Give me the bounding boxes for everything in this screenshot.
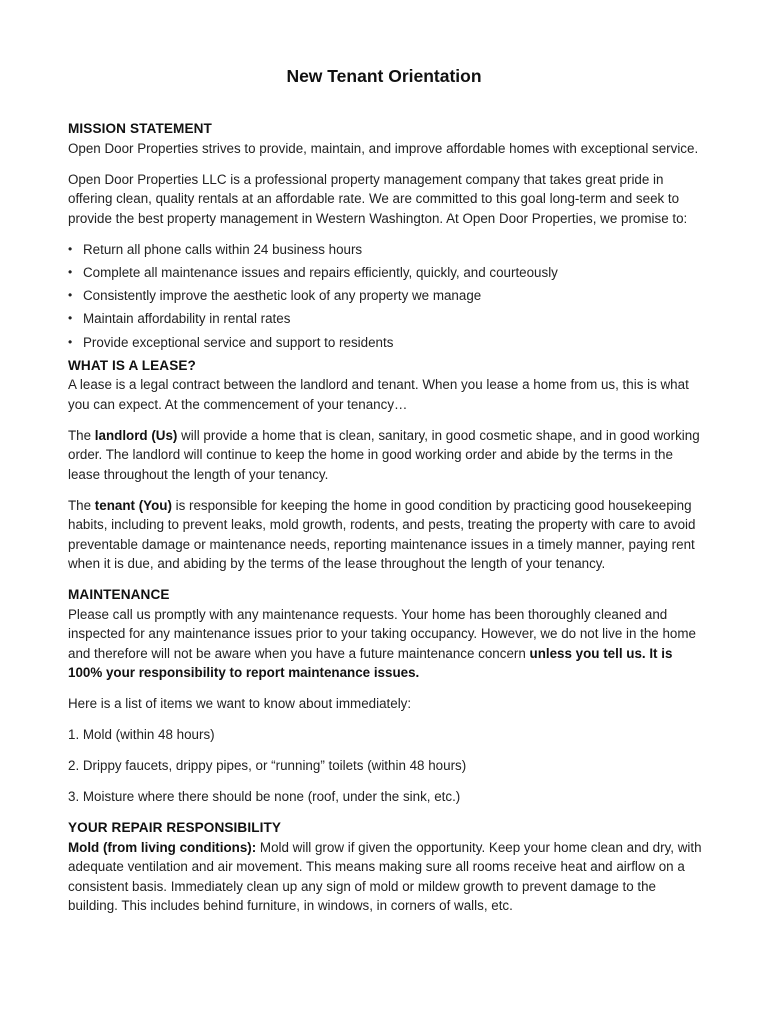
maintenance-heading: MAINTENANCE: [68, 587, 170, 603]
list-item: [68, 286, 704, 306]
tenant-prefix: The: [68, 497, 95, 513]
lease-intro: A lease is a legal contract between the landlord and tenant. When you lease a home from us, this is what you can expect. At the commencement of your tenancy…: [68, 377, 689, 412]
maintenance-emphasis: unless you tell us. It is 100% your responsibility to report maintenance issues.: [68, 645, 673, 681]
lease-heading: WHAT IS A LEASE?: [68, 357, 196, 373]
landlord-term: landlord (Us): [94, 427, 178, 443]
list-item-text: Return all phone calls within 24 business hours: [83, 241, 363, 257]
list-item-text: Provide exceptional service and support to residents: [83, 334, 394, 350]
maintenance-list-intro: Here is a list of items we want to know about immediately:: [68, 696, 412, 712]
promise-list: [68, 240, 704, 353]
list-item: [68, 333, 704, 353]
mold-text: Mold will grow if given the opportunity. Keep your home clean and dry, with adequate ventilation and air movement. This means making sure all rooms receive heat and airflow on a consistent basis. Immediately clean up any sign of mold or mildew growth to prevent damage to the building. This includes behind furniture, in windows, in corners of walls, etc.: [68, 839, 702, 914]
list-item: [68, 309, 704, 329]
landlord-prefix: The: [68, 427, 95, 443]
bullet-icon: •: [68, 334, 73, 349]
list-item-text: Maintain affordability in rental rates: [83, 311, 291, 327]
bullet-icon: •: [68, 264, 73, 279]
page-title: New Tenant Orientation: [286, 66, 482, 86]
bullet-icon: •: [68, 311, 73, 326]
bullet-icon: •: [68, 241, 73, 256]
mold-paragraph: [68, 838, 704, 916]
mission-intro: Open Door Properties LLC is a professional property management company that takes great pride in offering clean, quality rentals at an affordable rate. We are committed to this goal long-term and seek to provide the best property management in Western Washington. At Open Door Properties, we promise to:: [68, 171, 688, 226]
tenant-paragraph: [68, 496, 704, 574]
landlord-paragraph: [68, 426, 704, 485]
bullet-icon: •: [68, 288, 73, 303]
list-item: [68, 263, 704, 283]
tenant-text: is responsible for keeping the home in good condition by practicing good housekeeping habits, including to prevent leaks, mold growth, rodents, and pests, treating the property with care to avoid preventable damage or maintenance needs, reporting maintenance issues in a timely manner, paying rent when it is due, and abiding by the terms of the lease throughout the length of your tenancy.: [68, 497, 696, 572]
numbered-item: 3. Moisture where there should be none (roof, under the sink, etc.): [68, 789, 461, 805]
landlord-text: will provide a home that is clean, sanitary, in good cosmetic shape, and in good working order. The landlord will continue to keep the home in good working order and abide by the terms in the lease throughout the length of your tenancy.: [68, 427, 700, 482]
maintenance-paragraph: [68, 605, 704, 683]
document-body: [68, 119, 704, 927]
list-item-text: Complete all maintenance issues and repairs efficiently, quickly, and courteously: [83, 264, 558, 280]
mission-statement: Open Door Properties strives to provide, maintain, and improve affordable homes with exceptional service.: [68, 140, 699, 156]
repair-heading: YOUR REPAIR RESPONSIBILITY: [68, 820, 282, 836]
maintenance-text: Please call us promptly with any maintenance requests. Your home has been thoroughly cleaned and inspected for any maintenance issues prior to your taking occupancy. However, we do not live in the home and therefore will not be aware when you have a future maintenance concern: [68, 606, 696, 661]
tenant-term: tenant (You): [94, 497, 172, 513]
mold-term: Mold (from living conditions):: [68, 839, 257, 855]
mission-heading: MISSION STATEMENT: [68, 121, 212, 136]
list-item-text: Consistently improve the aesthetic look of any property we manage: [83, 288, 482, 304]
numbered-item: 1. Mold (within 48 hours): [68, 727, 215, 743]
list-item: [68, 240, 704, 260]
numbered-item: 2. Drippy faucets, drippy pipes, or “running” toilets (within 48 hours): [68, 758, 467, 774]
